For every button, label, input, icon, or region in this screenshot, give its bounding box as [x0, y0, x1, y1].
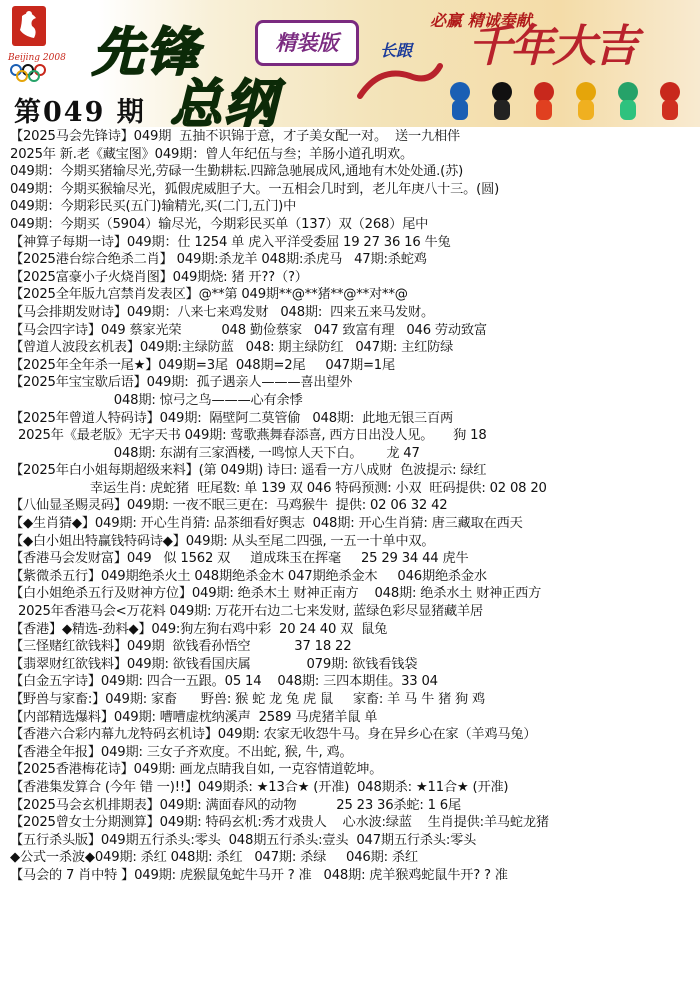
- text-line: 【2025年全年杀一尾★】049期=3尾 048期=2尾 047期=1尾: [10, 357, 395, 373]
- text-line: 【2025年宝宝歇后语】049期: 孤子遇亲人———喜出望外: [10, 375, 353, 391]
- text-line: 048期: 惊弓之鸟———心有余悸: [10, 392, 303, 408]
- issue-digits: 049: [43, 97, 106, 127]
- text-line: 【三怪赌红欲钱料】049期 欲钱看孙悟空 37 18 22: [10, 639, 352, 655]
- text-line: ◆公式一杀波◆049期: 杀红 048期: 杀红 047期: 杀绿 046期: 杀红: [10, 850, 418, 866]
- text-line: 幸运生肖: 虎蛇猪 旺尾数: 单 139 双 046 特码预测: 小双 旺码提供: 02 08 20: [10, 480, 547, 496]
- issue-suffix: 期: [116, 97, 146, 127]
- text-line: 【香港马会发财富】049 似 1562 双 道成珠玉在挥毫 25 29 34 44 虎牛: [10, 551, 469, 567]
- issue-number: [14, 90, 146, 127]
- header-banner: [0, 0, 700, 127]
- text-line: 【八仙显圣赐灵码】049期: 一夜不眠三更在: 马鸡猴牛 提供: 02 06 32 42: [10, 498, 448, 514]
- text-line: 【2025马会玄机排期表】049期: 满面春风的动物 25 23 36杀蛇: 1 6尾: [10, 797, 461, 813]
- logo-text: Beijing 2008: [8, 53, 66, 63]
- text-line: 【内部精选爆料】049期: 嘈嘈虚枕纳溪声 2589 马虎猪羊鼠 单: [10, 709, 378, 725]
- text-line: 【2025年曾道人特码诗】049期: 隔壁阿二莫管偷 048期: 此地无银三百两: [10, 410, 454, 426]
- text-line: 【香港全年报】049期: 三女子齐欢度。不出蛇, 猴, 牛, 鸡。: [10, 744, 353, 760]
- text-line: 【2025全年版九宫禁肖发表区】@**第 049期**@**猪**@**对**@: [10, 287, 408, 303]
- text-line: 【2025马会先锋诗】049期 五抽不识锦于意，才子美女配一对。 送一九相伴: [10, 129, 460, 144]
- text-line: 【2025港台综合绝杀二肖】 049期:杀龙羊 048期:杀虎马 47期:杀蛇鸡: [10, 252, 427, 268]
- text-line: 【白金五字诗】049期: 四合一五跟。05 14 048期: 三四本期佳。33 04: [10, 674, 438, 690]
- title-bottom: 总纲: [170, 74, 279, 127]
- text-line: 【白小姐绝杀五行及财神方位】049期: 绝杀木土 财神正南方 048期: 绝杀水土 财神正西方: [10, 586, 542, 602]
- text-line: 【马会四字诗】049 蔡家光荣 048 勤俭蔡家 047 致富有理 046 劳动致富: [10, 322, 487, 338]
- text-line: 【紫微杀五行】049期绝杀火土 048期绝杀金木 047期绝杀金木 046期绝杀金水: [10, 568, 487, 584]
- text-line: 【马会的 7 肖中特 】049期: 虎猴鼠兔蛇牛马开 ? 准 048期: 虎羊猴鸡蛇鼠牛开? ? 准: [10, 867, 508, 883]
- text-line: 【香港】◆精选-劲料◆】049:狗左狗右鸡中彩 20 24 40 双 鼠兔: [10, 621, 388, 637]
- title-top: 先锋: [92, 22, 201, 83]
- lottery-text-content: [10, 128, 698, 885]
- text-line: 【马会排期发财诗】049期：八来七来鸡发财 048期: 四来五来马发财。: [10, 304, 435, 320]
- text-line: 【野兽与家畜:】049期: 家畜 野兽: 猴 蛇 龙 兔 虎 鼠 家畜: 羊 马 牛 猪 狗 鸡: [10, 692, 486, 707]
- text-line: 049期：今期买（5904）输尽光，今期彩民买单（137）双（268）尾中: [10, 216, 429, 232]
- text-line: 【◆生肖猜◆】049期: 开心生肖猜: 品茶细看好舆志 048期: 开心生肖猜: 唐三藏取在西天: [10, 516, 523, 532]
- text-line: 【2025香港梅花诗】049期: 画龙点睛我自如, 一克容情道乾坤。: [10, 762, 383, 778]
- mascots-illustration: [440, 78, 690, 124]
- text-line: 【曾道人波段玄机表】049期:主绿防蓝 048: 期主绿防红 047期: 主红防绿: [10, 340, 454, 356]
- beijing-2008-logo: [4, 4, 80, 86]
- edition-tag: 精装版: [255, 20, 359, 66]
- text-line: 【香港六合彩内幕九龙特码玄机诗】049期: 农家无收怨牛马。身在异乡心在家（羊鸡马兔）: [10, 727, 537, 743]
- text-line: 048期: 东湖有三家酒楼, 一鸣惊人天下白。 龙 47: [10, 445, 420, 461]
- issue-prefix: 第: [14, 97, 43, 127]
- text-line: 【2025曾女士分期测算】049期: 特码玄机:秀才戏贵人 心水波:绿蓝 生肖提供:羊马蛇龙猪: [10, 815, 549, 831]
- text-line: 2025年 新.老《藏宝图》049期：曾人年纪伍与叁；羊肠小道孔明欢。: [10, 146, 413, 162]
- slogan-top: 必赢 精诚奉献: [430, 11, 532, 30]
- text-line: 【◆白小姐出特赢钱特码诗◆】049期: 从头至尾二四强, 一五一十单中双。: [10, 533, 435, 549]
- text-line: 【五行杀头版】049期五行杀头:零头 048期五行杀头:壹头 047期五行杀头:零头: [10, 832, 477, 848]
- text-line: 【翡翠财红欲钱料】049期: 欲钱看国庆属 079期: 欲钱看钱袋: [10, 656, 418, 672]
- text-line: 2025年《最老版》无字天书 049期: 莺歌燕舞春添喜, 西方日出没人见。 狗 18: [10, 428, 487, 444]
- text-line: 【2025富豪小子火烧肖图】049期烧: 猪 开??（?）: [10, 269, 308, 285]
- text-line: 【2025年白小姐每期超级来料】(第 049期) 诗曰: 遥看一方八成财 色波提示: 绿红: [10, 463, 487, 479]
- text-line: 【香港集发算合 (今年 错 一)!!】049期杀: ★13合★ (开准) 048期杀: ★11合★ (开准): [10, 779, 509, 795]
- text-line: 049期：今期买猪输尽光,劳碌一生勤耕耘.四蹄急驰展成风,通地有木处处通.(苏): [10, 164, 464, 180]
- slogan-side: 长跟: [380, 41, 413, 60]
- text-line: 2025年香港马会<万花料 049期: 万花开右边二七来发财, 蓝绿色彩尽显猪藏羊居: [10, 604, 484, 620]
- text-line: 049期：今期买猴输尽光，狐假虎威胆子大。一五相会几时到，老儿年庚八十三。(圆): [10, 181, 500, 197]
- calligraphy-text: 千年大吉: [468, 21, 636, 72]
- text-line: 049期：今期彩民买(五门)输精光,买(二门,五门)中: [10, 199, 297, 215]
- text-line: 【神算子每期一诗】049期：仕 1254 单 虎入平洋受委屈 19 27 36 16 牛兔: [10, 234, 451, 250]
- brush-stroke-decoration: [350, 56, 450, 116]
